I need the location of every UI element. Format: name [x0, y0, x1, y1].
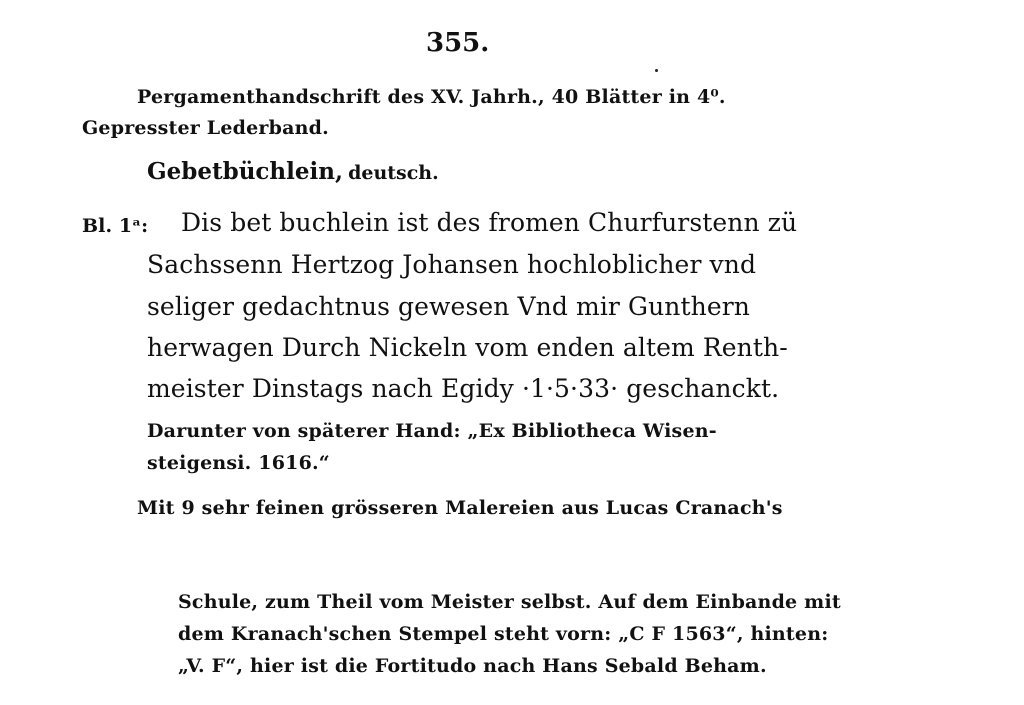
folio-line-1: Dis bet buchlein ist des fromen Churfurstenn zü [181, 208, 798, 237]
later-hand-line-1: Darunter von späterer Hand: „Ex Bibliotheca Wisen- [147, 420, 717, 442]
folio-line-2: Sachssenn Hertzog Johansen hochloblicher vnd [147, 250, 757, 279]
description-line-2: Gepresster Lederband. [82, 117, 329, 139]
paintings-line-1: Mit 9 sehr feinen grösseren Malereien aus Lucas Cranach's [137, 497, 783, 519]
heading-note: deutsch. [348, 162, 439, 184]
heading-title: Gebetbüchlein, [147, 158, 343, 185]
page-number: 355. [426, 28, 490, 58]
speck-mark [655, 69, 658, 72]
folio-line-4: herwagen Durch Nickeln vom enden altem Renth- [147, 333, 788, 362]
later-hand-line-2: steigensi. 1616.“ [147, 452, 330, 474]
heading [147, 158, 439, 185]
folio-line-5: meister Dinstags nach Egidy ·1·5·33· geschanckt. [147, 374, 780, 403]
folio-line-3: seliger gedachtnus gewesen Vnd mir Gunthern [147, 292, 750, 321]
continuation-line-3: „V. F“, hier ist die Fortitudo nach Hans Sebald Beham. [178, 655, 767, 677]
continuation-line-1: Schule, zum Theil vom Meister selbst. Auf dem Einbande mit [178, 591, 841, 613]
continuation-line-2: dem Kranach'schen Stempel steht vorn: „C F 1563“, hinten: [178, 623, 829, 645]
description-line-1: Pergamenthandschrift des XV. Jahrh., 40 Blätter in 4⁰. [137, 86, 726, 108]
folio-label: Bl. 1ᵃ: [82, 215, 149, 237]
